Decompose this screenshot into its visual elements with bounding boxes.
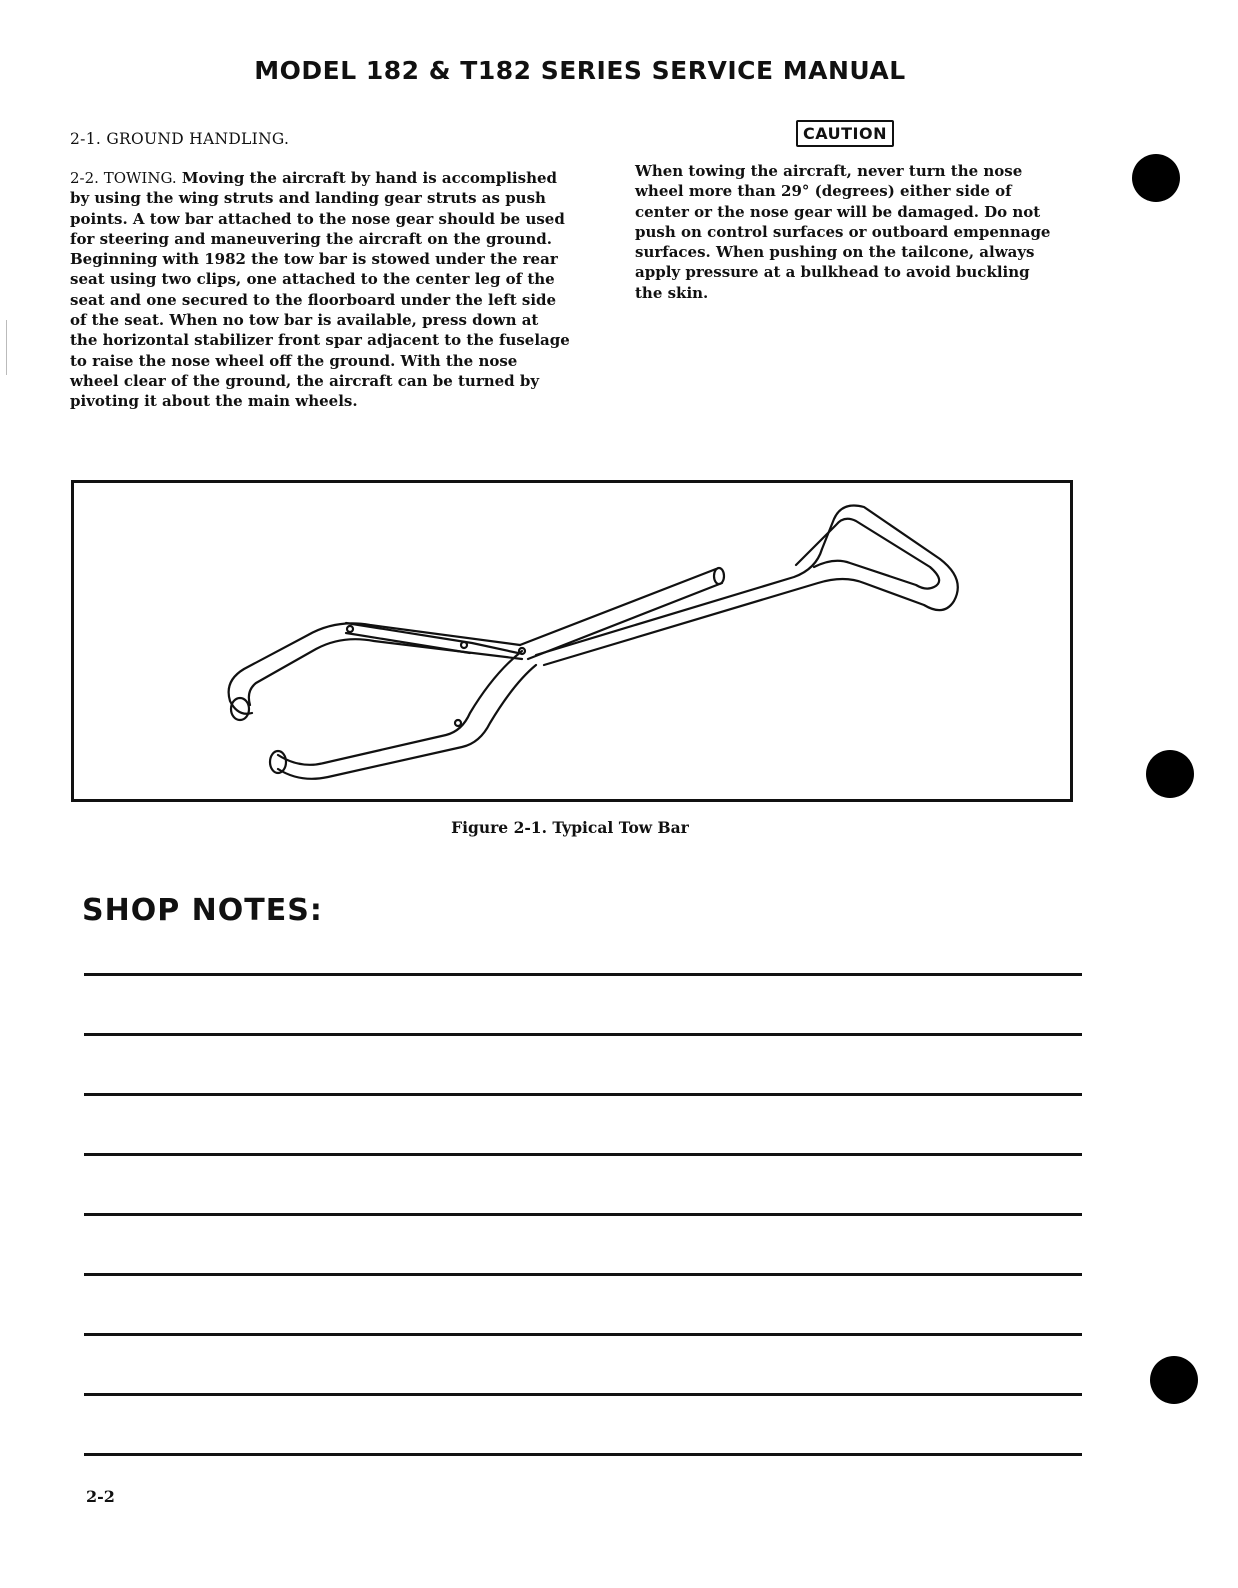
note-line xyxy=(84,973,1082,976)
tow-bar-pivot-pin xyxy=(461,642,467,648)
figure-frame xyxy=(71,480,1073,802)
binder-hole-icon xyxy=(1150,1356,1198,1404)
note-line xyxy=(84,1453,1082,1456)
note-line xyxy=(84,1093,1082,1096)
tow-bar-upper-tube-end xyxy=(714,568,724,584)
tow-bar-handle-inner xyxy=(796,519,939,589)
towing-paragraph xyxy=(70,168,570,412)
note-line xyxy=(84,1333,1082,1336)
caution-label: CAUTION xyxy=(796,120,894,147)
tow-bar-fork-left-end xyxy=(231,698,249,720)
note-line xyxy=(84,1213,1082,1216)
tow-bar-upper-tube xyxy=(520,569,722,659)
binder-hole-icon xyxy=(1146,750,1194,798)
note-line xyxy=(84,1033,1082,1036)
page-number: 2-2 xyxy=(86,1487,115,1506)
tow-bar-handle-loop xyxy=(536,506,958,666)
scan-edge-mark xyxy=(6,320,7,375)
note-line xyxy=(84,1393,1082,1396)
page-title: MODEL 182 & T182 SERIES SERVICE MANUAL xyxy=(254,56,906,85)
note-line xyxy=(84,1153,1082,1156)
tow-bar-pivot-pin xyxy=(347,626,353,632)
towing-lead: 2-2. TOWING. xyxy=(70,169,177,187)
note-line xyxy=(84,1273,1082,1276)
tow-bar-illustration xyxy=(74,483,1070,799)
binder-hole-icon xyxy=(1132,154,1180,202)
right-column xyxy=(635,120,1055,303)
section-heading: 2-1. GROUND HANDLING. xyxy=(70,130,290,148)
tow-bar-fork-right xyxy=(278,651,536,779)
caution-text: When towing the aircraft, never turn the nose wheel more than 29° (degrees) either side of center or the nose gear will be damaged. Do not push on control surfaces or outboard empennage surfaces. When pushing on the tailcone, always apply pressure at a bulkhead to avoid buckling the skin. xyxy=(635,162,1051,302)
figure-caption: Figure 2-1. Typical Tow Bar xyxy=(451,818,689,837)
tow-bar-pivot-pin xyxy=(455,720,461,726)
left-column xyxy=(70,130,570,412)
towing-body: Moving the aircraft by hand is accomplished by using the wing struts and landing gear struts as push points. A tow bar attached to the nose gear should be used for steering and maneuvering the aircraft on the ground. Beginning with 1982 the tow bar is stowed under the rear seat using two clips, one attached to the center leg of the seat and one secured to the floorboard under the left side of the seat. When no tow bar is available, press down at the horizontal stabilizer front spar adjacent to the fuselage to raise the nose wheel off the ground. With the nose wheel clear of the ground, the aircraft can be turned by pivoting it about the main wheels. xyxy=(70,169,570,411)
shop-notes-title: SHOP NOTES: xyxy=(82,893,323,928)
caution-box-wrap xyxy=(635,120,1055,147)
